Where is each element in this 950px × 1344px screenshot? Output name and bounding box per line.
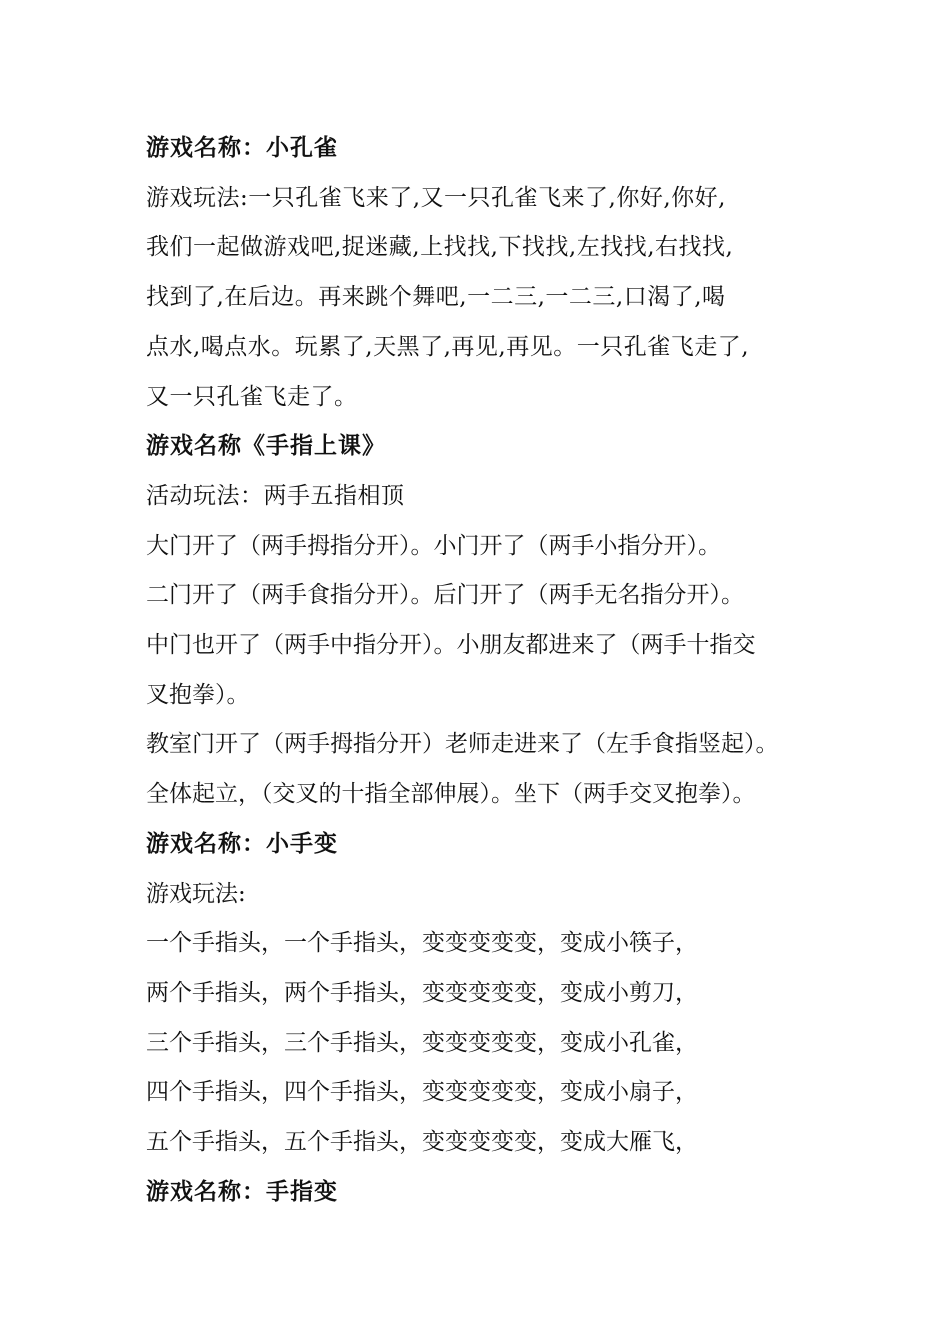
paragraph-line: 全体起立，（交叉的十指全部伸展）。坐下（两手交叉抱拳）。 (146, 781, 756, 808)
paragraph-line: 又一只孔雀飞走了。 (146, 383, 358, 410)
section-title-shouzhi-bian: 游戏名称：手指变 (146, 1178, 338, 1205)
document-body (146, 124, 836, 1217)
section-title-xiao-kongque: 游戏名称：小孔雀 (146, 135, 338, 161)
paragraph-line: 两个手指头，两个手指头，变变变变变，变成小剪刀， (146, 979, 698, 1006)
paragraph-line: 我们一起做游戏吧,捉迷藏,上找找,下找找,左找找,右找找, (146, 234, 734, 261)
paragraph-line: 中门也开了（两手中指分开）。小朋友都进来了（两手十指交 (146, 632, 756, 659)
paragraph-line: 游戏玩法: (146, 880, 246, 907)
paragraph-line: 点水,喝点水。玩累了,天黑了,再见,再见。一只孔雀飞走了, (146, 333, 750, 360)
paragraph-line: 叉抱拳）。 (146, 681, 250, 708)
paragraph-line: 教室门开了（两手拇指分开）老师走进来了（左手食指竖起）。 (146, 731, 779, 758)
paragraph-line: 大门开了（两手拇指分开）。小门开了（两手小指分开）。 (146, 532, 721, 559)
paragraph-line: 找到了,在后边。再来跳个舞吧,一二三,一二三,口渴了,喝 (146, 284, 726, 311)
paragraph-line: 游戏玩法:一只孔雀飞来了,又一只孔雀飞来了,你好,你好, (146, 184, 726, 211)
paragraph-line: 五个手指头，五个手指头，变变变变变，变成大雁飞， (146, 1129, 698, 1156)
paragraph-line: 二门开了（两手食指分开）。后门开了（两手无名指分开）。 (146, 582, 744, 609)
paragraph-line: 四个手指头，四个手指头，变变变变变，变成小扇子， (146, 1079, 698, 1106)
paragraph-line: 一个手指头，一个手指头，变变变变变，变成小筷子， (146, 930, 698, 957)
section-title-shouzhi-shangke: 游戏名称《手指上课》 (146, 433, 386, 460)
paragraph-line: 活动玩法：两手五指相顶 (146, 482, 405, 509)
paragraph-line: 三个手指头，三个手指头，变变变变变，变成小孔雀， (146, 1029, 698, 1056)
section-title-xiaoshou-bian: 游戏名称：小手变 (146, 830, 338, 857)
